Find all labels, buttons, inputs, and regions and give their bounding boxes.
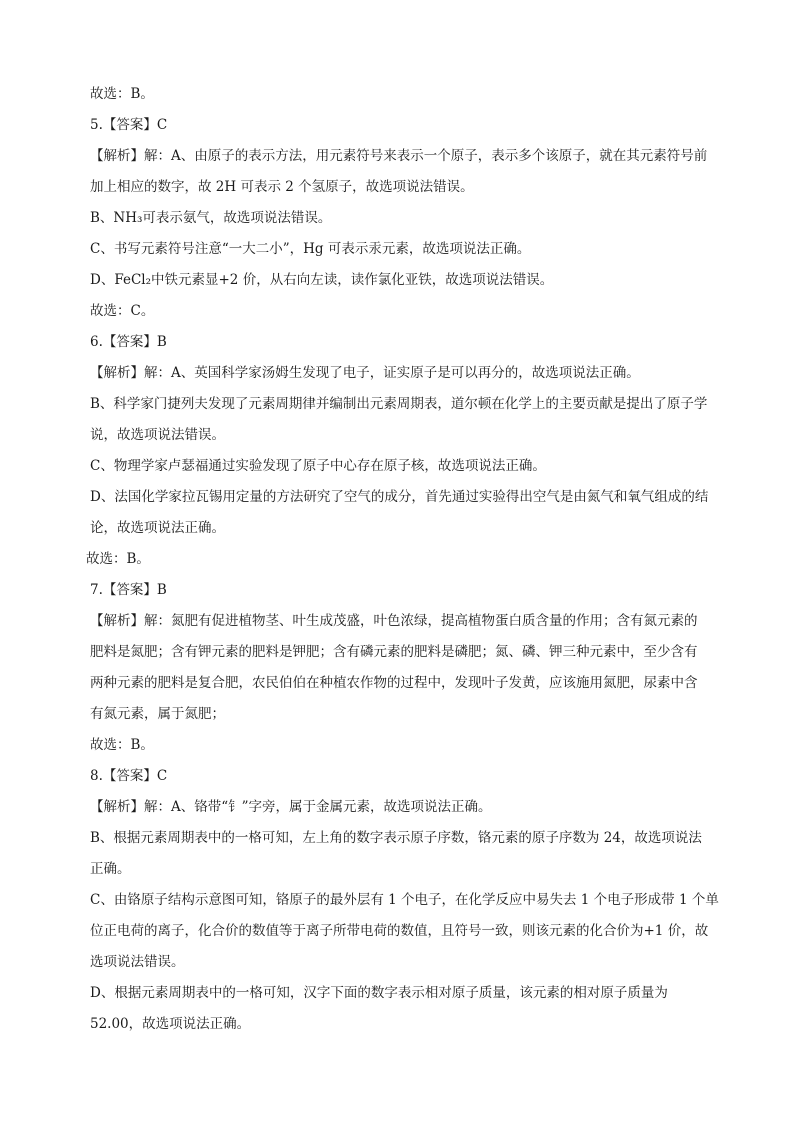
answer-heading-7: 7.【答案】B [90, 582, 167, 598]
text-line-22: 故选：B。 [90, 737, 154, 753]
text-line-3: 【解析】解：A、由原子的表示方法，用元素符号来表示一个原子，表示多个该原子，就在其元素符号前 [90, 148, 708, 164]
text-line-21: 有氮元素，属于氮肥； [90, 706, 225, 722]
text-line-18: 【解析】解：氮肥有促进植物茎、叶生成茂盛，叶色浓绿，提高植物蛋白质含量的作用；含有氮元素的 [90, 613, 698, 629]
answer-heading-5: 5.【答案】C [90, 117, 168, 133]
text-line-15: 论，故选项说法正确。 [90, 520, 225, 536]
text-line-5: B、NH₃可表示氨气，故选项说法错误。 [90, 210, 332, 226]
answer-heading-8: 8.【答案】C [90, 768, 168, 784]
text-line-12: 说，故选项说法错误。 [90, 427, 225, 443]
answer-heading-6: 6.【答案】B [90, 334, 167, 350]
text-line-19: 肥料是氮肥；含有钾元素的肥料是钾肥；含有磷元素的肥料是磷肥；氮、磷、钾三种元素中，至少含有 [90, 644, 698, 660]
text-line-8: 故选：C。 [90, 303, 155, 319]
text-line-24: 【解析】解：A、铬带“钅”字旁，属于金属元素，故选项说法正确。 [90, 799, 492, 815]
text-line-11: B、科学家门捷列夫发现了元素周期律并编制出元素周期表，道尔顿在化学上的主要贡献是提出了原子学 [90, 396, 708, 412]
text-line-29: 选项说法错误。 [90, 954, 185, 970]
text-line-31: 52.00，故选项说法正确。 [90, 1016, 251, 1032]
text-line-14: D、法国化学家拉瓦锡用定量的方法研究了空气的成分，首先通过实验得出空气是由氮气和氧气组成的结 [90, 489, 709, 505]
text-line-10: 【解析】解：A、英国科学家汤姆生发现了电子，证实原子是可以再分的，故选项说法正确。 [90, 365, 640, 381]
text-line-6: C、书写元素符号注意“一大二小”，Hg 可表示汞元素，故选项说法正确。 [90, 241, 531, 257]
text-line-30: D、根据元素周期表中的一格可知，汉字下面的数字表示相对原子质量，该元素的相对原子质量为 [90, 985, 668, 1001]
text-line-28: 位正电荷的离子，化合价的数值等于离子所带电荷的数值，且符号一致，则该元素的化合价为+1 价，故 [90, 923, 709, 939]
text-line-13: C、物理学家卢瑟福通过实验发现了原子中心存在原子核，故选项说法正确。 [90, 458, 546, 474]
text-line-25: B、根据元素周期表中的一格可知，左上角的数字表示原子序数，铬元素的原子序数为 24，故选项说法 [90, 830, 702, 846]
text-line-16: 故选：B。 [86, 551, 150, 567]
text-line-27: C、由铬原子结构示意图可知，铬原子的最外层有 1 个电子，在化学反应中易失去 1 个电子形成带 1 个单 [90, 892, 719, 908]
text-line-26: 正确。 [90, 861, 131, 877]
text-line-7: D、FeCl₂中铁元素显+2 价，从右向左读，读作氯化亚铁，故选项说法错误。 [90, 272, 554, 288]
text-line-4: 加上相应的数字，故 2H 可表示 2 个氢原子，故选项说法错误。 [90, 179, 474, 195]
text-line-20: 两种元素的肥料是复合肥，农民伯伯在种植农作物的过程中，发现叶子发黄，应该施用氮肥，尿素中含 [90, 675, 698, 691]
text-line-1: 故选：B。 [90, 86, 154, 102]
